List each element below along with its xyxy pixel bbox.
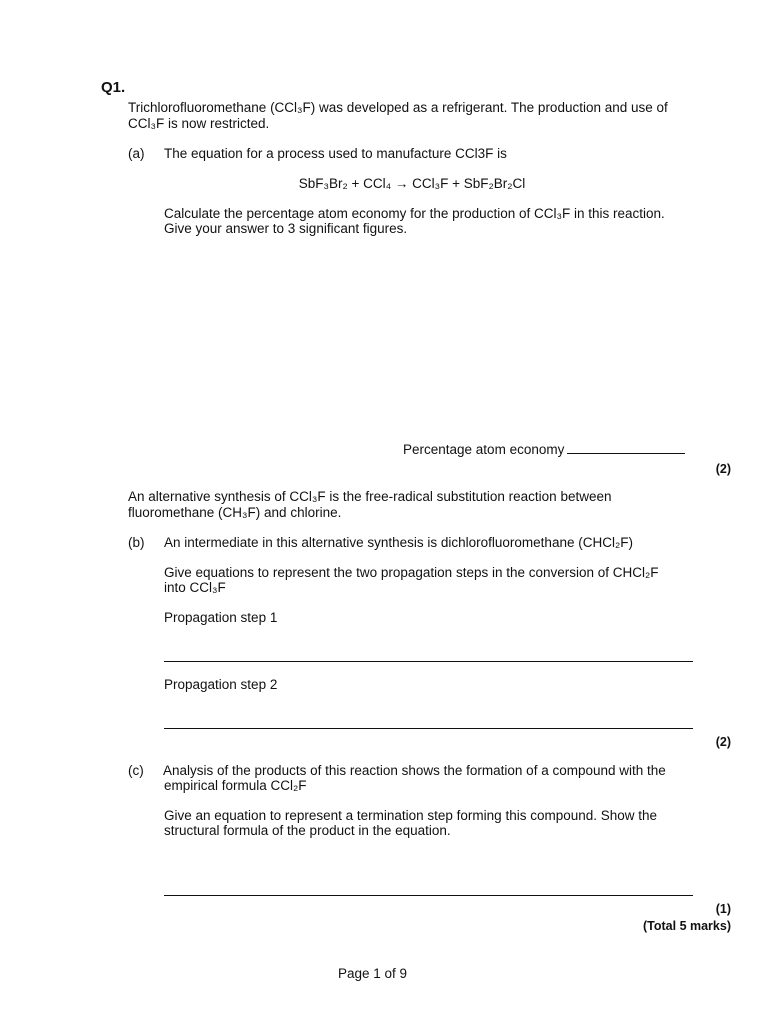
intro-line-2: CCl₃F is now restricted.: [128, 116, 270, 131]
part-c-instruction-2: structural formula of the product in the equation.: [164, 823, 451, 838]
part-c-instruction-1: Give an equation to represent a termination step forming this compound. Show the: [164, 808, 658, 823]
page-number: Page 1 of 9: [337, 966, 408, 981]
part-b-instruction-1: Give equations to represent the two propagation steps in the conversion of CHCl₂F: [164, 565, 659, 580]
intro-line-1: Trichlorofluoromethane (CCl₃F) was developed as a refrigerant. The production and use of: [128, 100, 668, 115]
propagation-step-1-answer-line[interactable]: [164, 661, 693, 662]
part-a-text: The equation for a process used to manufacture CCl3F is: [164, 146, 507, 161]
termination-step-answer-line[interactable]: [164, 895, 693, 896]
propagation-step-1-label: Propagation step 1: [164, 610, 278, 625]
part-c-text-2: empirical formula CCl₂F: [164, 778, 307, 793]
part-b-marks: (2): [715, 735, 731, 749]
alternative-line-2: fluoromethane (CH₃F) and chlorine.: [128, 505, 342, 520]
atom-economy-label: Percentage atom economy: [403, 442, 565, 457]
part-c-text-1: Analysis of the products of this reaction shows the formation of a compound with the: [163, 763, 666, 778]
atom-economy-answer: [403, 441, 685, 458]
atom-economy-answer-line[interactable]: [567, 441, 685, 454]
part-a-marks: (2): [715, 462, 731, 476]
part-b-label: (b): [128, 535, 145, 550]
question-number: Q1.: [101, 79, 126, 96]
total-marks: (Total 5 marks): [643, 919, 731, 933]
part-b-text: An intermediate in this alternative synthesis is dichlorofluoromethane (CHCl₂F): [164, 535, 633, 550]
part-a-label: (a): [128, 146, 145, 161]
alternative-line-1: An alternative synthesis of CCl₃F is the free-radical substitution reaction between: [128, 489, 612, 504]
part-b-instruction-2: into CCl₃F: [164, 580, 226, 595]
propagation-step-2-label: Propagation step 2: [164, 677, 278, 692]
part-c-label: (c): [128, 763, 144, 778]
part-a-instruction-1: Calculate the percentage atom economy for the production of CCl₃F in this reaction.: [164, 206, 665, 221]
part-c-marks: (1): [715, 902, 731, 916]
propagation-step-2-answer-line[interactable]: [164, 728, 693, 729]
part-a-equation: SbF₃Br₂ + CCl₄ → CCl₃F + SbF₂Br₂Cl: [298, 176, 526, 191]
part-a-instruction-2: Give your answer to 3 significant figures.: [164, 221, 408, 236]
